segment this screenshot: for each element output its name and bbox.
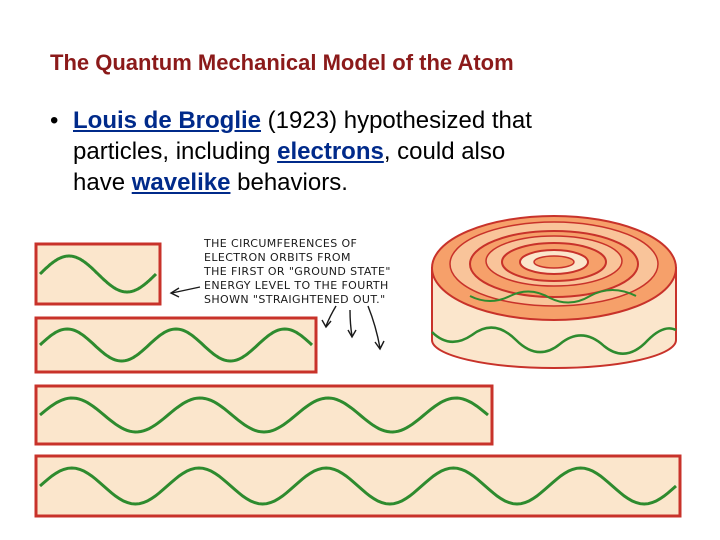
- bullet-line-2-pre: particles, including: [73, 138, 278, 165]
- bullet-line-2-post: , could also: [383, 138, 506, 165]
- link-electrons[interactable]: electrons: [277, 138, 384, 165]
- orbit-ring-core: [534, 256, 574, 268]
- caption-line-3: THE FIRST OR "GROUND STATE": [204, 265, 391, 278]
- arrow-to-strip-4: [368, 306, 380, 348]
- slide-title: The Quantum Mechanical Model of the Atom: [50, 50, 514, 75]
- bullet-line-1-rest: (1923) hypothesized that: [261, 107, 532, 134]
- bullet-line-3-pre: have: [73, 169, 132, 196]
- caption-line-4: ENERGY LEVEL TO THE FOURTH: [204, 279, 389, 292]
- caption-line-2: ELECTRON ORBITS FROM: [204, 251, 351, 264]
- bullet-marker: •: [50, 107, 59, 134]
- link-wavelike[interactable]: wavelike: [131, 169, 231, 196]
- caption-line-5: SHOWN "STRAIGHTENED OUT.": [204, 293, 386, 306]
- arrow-to-strip-3: [350, 310, 352, 336]
- bullet-line-3-post: behaviors.: [230, 169, 348, 196]
- arrow-to-strip-2: [326, 306, 336, 326]
- concentric-orbits: [432, 216, 676, 368]
- orbit-strip-2: [36, 318, 316, 372]
- caption-line-1: THE CIRCUMFERENCES OF: [204, 237, 358, 250]
- link-louis-de-broglie[interactable]: Louis de Broglie: [73, 107, 262, 134]
